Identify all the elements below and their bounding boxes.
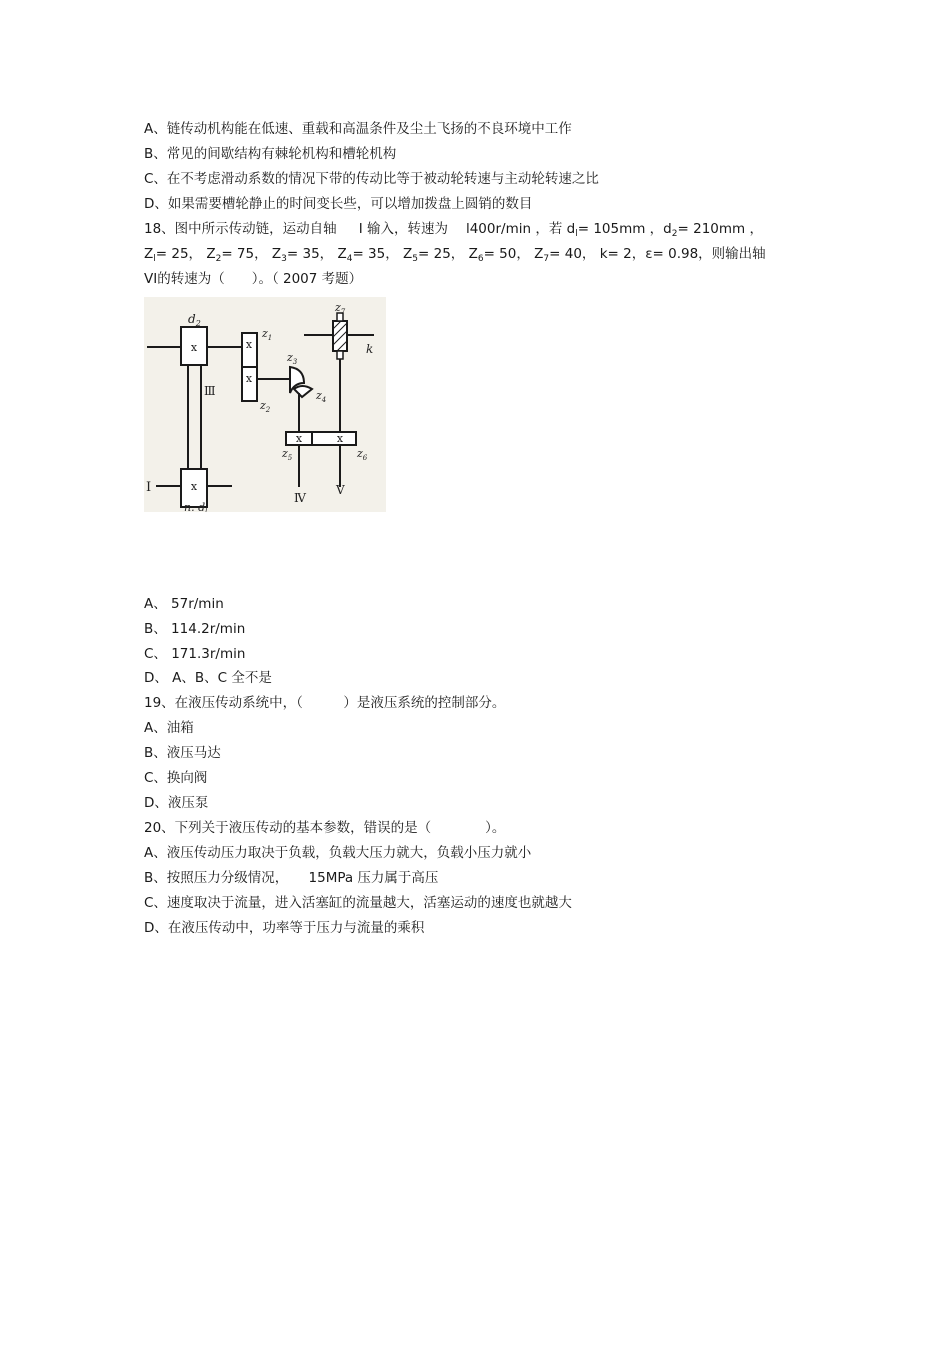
- z-label: Z: [337, 246, 347, 262]
- z-sub: l: [153, 254, 156, 264]
- z6-label: $z_6$: [357, 447, 368, 462]
- z1-label: $z_1$: [262, 327, 273, 342]
- z-label: Z: [144, 246, 154, 262]
- z-sub: 7: [543, 254, 550, 264]
- z-label: Z: [403, 246, 413, 262]
- q20-option-b: B、按照压力分级情况， 15MPa 压力属于高压: [144, 870, 439, 886]
- q20-option-d: D、在液压传动中，功率等于压力与流量的乘积: [144, 920, 425, 936]
- x-mark: x: [245, 338, 253, 351]
- q18-question-line1: [144, 220, 763, 243]
- z-value: = 75，: [221, 246, 268, 262]
- x-mark: x: [295, 432, 303, 445]
- q18-option-a: A、 57r/min: [144, 596, 224, 612]
- shaft-i-label: I: [146, 480, 152, 495]
- q18-sub: l: [575, 229, 578, 239]
- q20-option-a: A、液压传动压力取决于负载，负载大压力就大，负载小压力就小: [144, 845, 532, 861]
- z-sub: 4: [346, 254, 353, 264]
- z3-label: $z_3$: [287, 351, 298, 366]
- q18-text: = 105mm ，d: [577, 221, 672, 237]
- nd-label: n. dl: [184, 501, 208, 512]
- q19-option-d: D、液压泵: [144, 795, 209, 811]
- z-label: Z: [468, 246, 478, 262]
- q17-option-c: C、在不考虑滑动系数的情况下带的传动比等于被动轮转速与主动轮转速之比: [144, 171, 599, 187]
- z7-label: $z_7$: [335, 301, 346, 316]
- z-label: Z: [534, 246, 544, 262]
- shaft-v-label: V: [336, 483, 345, 497]
- q18-text: 18、图中所示传动链，运动自轴: [144, 221, 337, 237]
- z-value: = 40，: [549, 246, 596, 262]
- z-sub: 3: [281, 254, 287, 264]
- shaft-iv-label: Ⅳ: [294, 491, 306, 505]
- d2-label: $d_2$: [188, 312, 201, 328]
- z-value: = 35，: [286, 246, 334, 262]
- z4-label: $z_4$: [316, 389, 327, 404]
- z-label: Z: [206, 246, 216, 262]
- x-mark: x: [190, 480, 198, 493]
- z-sub: 5: [412, 254, 419, 264]
- x-mark: x: [190, 341, 198, 354]
- q17-option-d: D、如果需要槽轮静止的时间变长些，可以增加拨盘上圆销的数目: [144, 196, 533, 212]
- z-value: = 25，: [155, 246, 203, 262]
- z-value: = 50，: [483, 246, 530, 262]
- z2-label: $z_2$: [260, 399, 271, 414]
- q19-option-b: B、液压马达: [144, 745, 221, 761]
- z-sub: 6: [477, 254, 484, 264]
- x-mark: x: [245, 372, 253, 385]
- q20-question: 20、下列关于液压传动的基本参数，错误的是（ ）。: [144, 820, 506, 836]
- q19-question: 19、在液压传动系统中，（ ）是液压系统的控制部分。: [144, 695, 506, 711]
- q18-text: I 输入，转速为: [358, 221, 448, 237]
- q18-sub: 2: [671, 229, 678, 239]
- q19-option-c: C、换向阀: [144, 770, 208, 786]
- q18-text: l400r/min ，若 d: [465, 221, 576, 237]
- z-sub: 2: [215, 254, 222, 264]
- q17-option-b: B、常见的间歇结构有棘轮机构和槽轮机构: [144, 146, 397, 162]
- q18-option-d: D、 A、B、C 全不是: [144, 670, 272, 686]
- k-label: k: [366, 342, 374, 356]
- q20-option-c: C、速度取决于流量，进入活塞缸的流量越大，活塞运动的速度也就越大: [144, 895, 572, 911]
- q18-option-c: C、 171.3r/min: [144, 646, 246, 662]
- q18-option-b: B、 114.2r/min: [144, 621, 246, 637]
- shaft-iii-label: Ⅲ: [204, 384, 216, 398]
- q19-option-a: A、油箱: [144, 720, 194, 736]
- q18-question-line3: VI的转速为（ ）。（ 2007 考题）: [144, 271, 363, 287]
- z-label: Z: [271, 246, 282, 262]
- q18-text: = 210mm ，: [677, 221, 763, 237]
- q17-option-a: A、链传动机构能在低速、重载和高温条件及尘土飞扬的不良环境中工作: [144, 121, 572, 137]
- z5-label: $z_5$: [282, 447, 293, 462]
- transmission-chain-diagram: [144, 297, 386, 512]
- z-value: = 25，: [418, 246, 465, 262]
- q18-question-line2: [144, 245, 766, 268]
- z-value: = 35，: [352, 246, 399, 262]
- x-mark: x: [336, 432, 344, 445]
- q18-text: k= 2，ε= 0.98，则输出轴: [599, 246, 766, 262]
